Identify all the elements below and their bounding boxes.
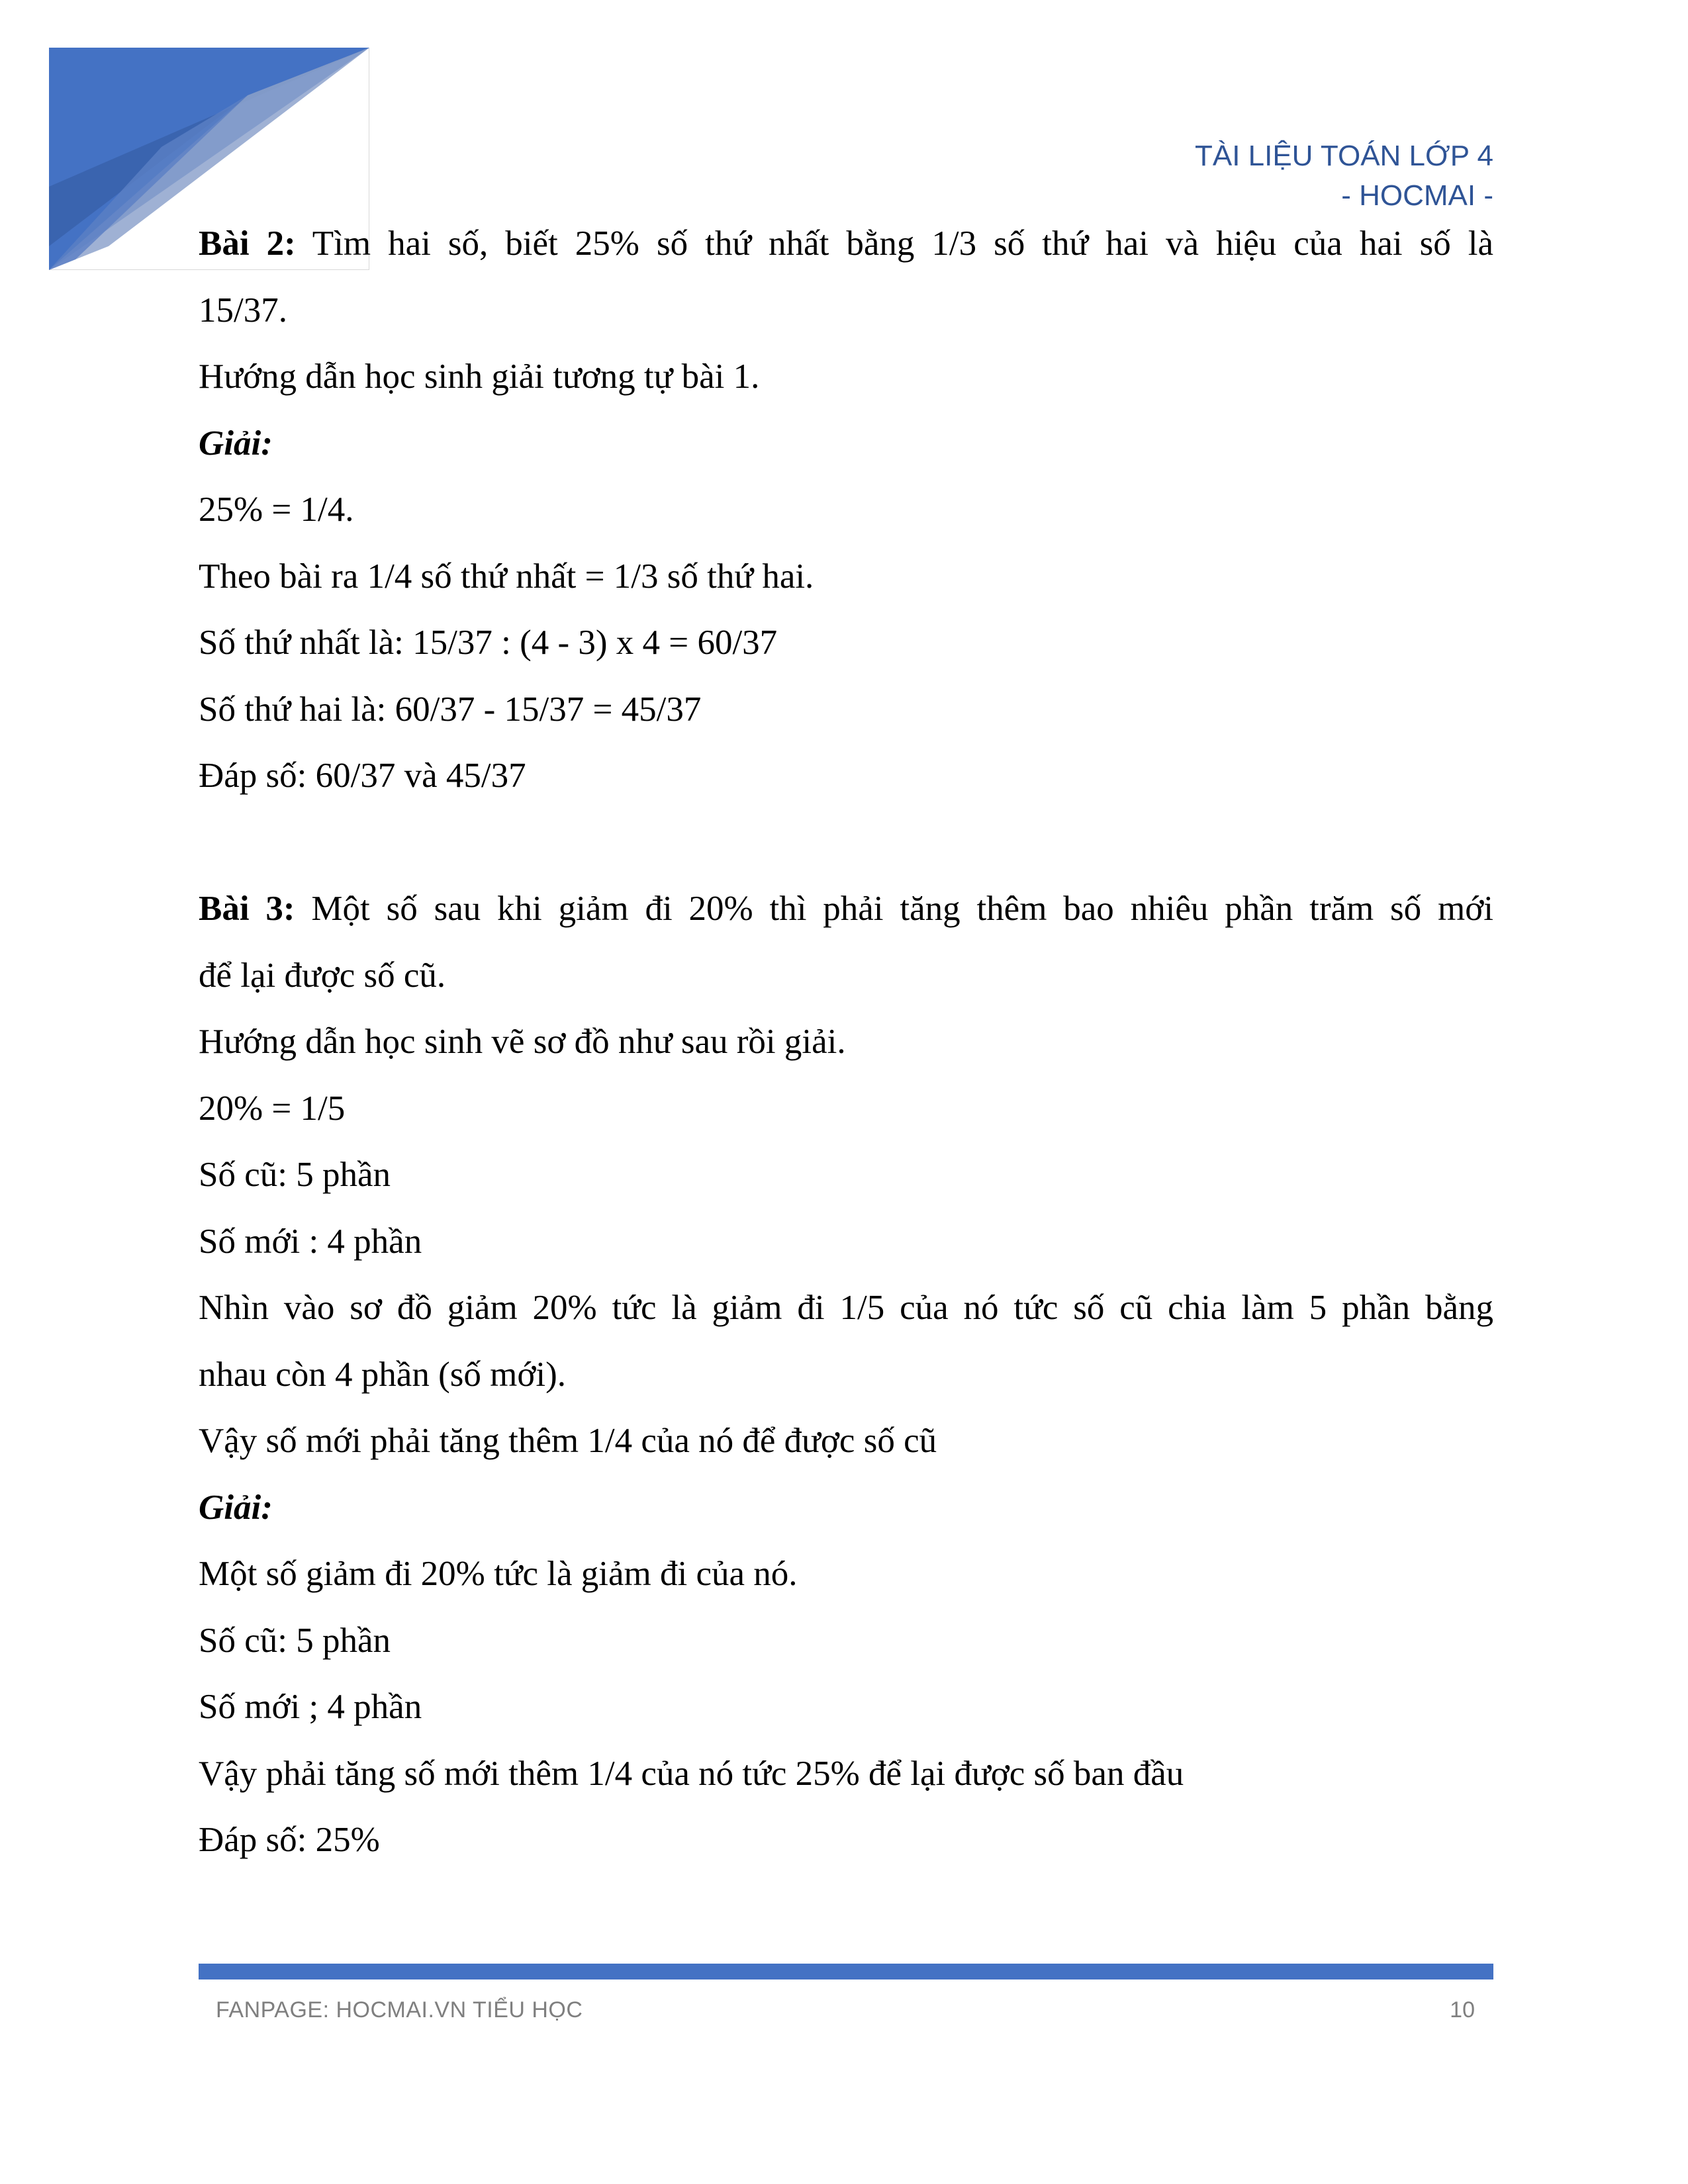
header-subtitle: - HOCMAI - <box>1341 179 1493 212</box>
bai3-step: Một số giảm đi 20% tức là giảm đi của nó. <box>199 1555 798 1593</box>
bai3-explain-line3: Vậy số mới phải tăng thêm 1/4 của nó để được số cũ <box>199 1422 937 1460</box>
bai3-guide: Số mới : 4 phần <box>199 1222 422 1261</box>
header-title: TÀI LIỆU TOÁN LỚP 4 <box>1194 140 1493 172</box>
bai2-label: Bài 2: <box>199 224 296 263</box>
bai2-step: Số thứ nhất là: 15/37 : (4 - 3) x 4 = 60/37 <box>199 623 778 662</box>
bai3-hint: Hướng dẫn học sinh vẽ sơ đồ như sau rồi giải. <box>199 1023 846 1061</box>
bai3-step: Số mới ; 4 phần <box>199 1688 422 1726</box>
bai3-guide: 20% = 1/5 <box>199 1089 346 1128</box>
bai3-problem-line1 <box>199 876 1493 942</box>
footer-divider <box>199 1964 1493 1979</box>
document-header <box>1195 136 1493 216</box>
bai2-step: Theo bài ra 1/4 số thứ nhất = 1/3 số thứ hai. <box>199 557 814 596</box>
page-number: 10 <box>1450 1997 1475 2023</box>
bai3-step: Số cũ: 5 phần <box>199 1621 391 1660</box>
footer-fanpage: FANPAGE: HOCMAI.VN TIỂU HỌC <box>216 1997 583 2023</box>
bai2-step: 25% = 1/4. <box>199 490 354 529</box>
bai3-problem-line2: để lại được số cũ. <box>199 956 446 995</box>
section-gap <box>199 809 1493 876</box>
bai3-explain-line1: Nhìn vào sơ đồ giảm 20% tức là giảm đi 1/5 của nó tức số cũ chia làm 5 phần bằng <box>199 1289 1493 1327</box>
bai3-guide: Số cũ: 5 phần <box>199 1156 391 1194</box>
bai2-answer: Đáp số: 60/37 và 45/37 <box>199 756 526 795</box>
bai2-hint: Hướng dẫn học sinh giải tương tự bài 1. <box>199 357 760 396</box>
bai3-explain-line2: nhau còn 4 phần (số mới). <box>199 1355 566 1394</box>
bai3-step: Vậy phải tăng số mới thêm 1/4 của nó tức 25% để lại được số ban đầu <box>199 1754 1184 1793</box>
bai3-answer: Đáp số: 25% <box>199 1821 380 1859</box>
bai2-problem-line2: 15/37. <box>199 291 287 330</box>
bai3-solution-label: Giải: <box>199 1488 273 1527</box>
document-body <box>199 210 1493 1874</box>
bai2-problem-text: Tìm hai số, biết 25% số thứ nhất bằng 1/3 số thứ hai và hiệu của hai số là <box>295 224 1493 263</box>
bai3-label: Bài 3: <box>199 889 295 928</box>
bai2-problem-line1 <box>199 210 1493 277</box>
bai2-solution-label: Giải: <box>199 424 273 463</box>
bai3-problem-text: Một số sau khi giảm đi 20% thì phải tăng thêm bao nhiêu phần trăm số mới <box>295 889 1493 928</box>
bai2-step: Số thứ hai là: 60/37 - 15/37 = 45/37 <box>199 690 702 729</box>
